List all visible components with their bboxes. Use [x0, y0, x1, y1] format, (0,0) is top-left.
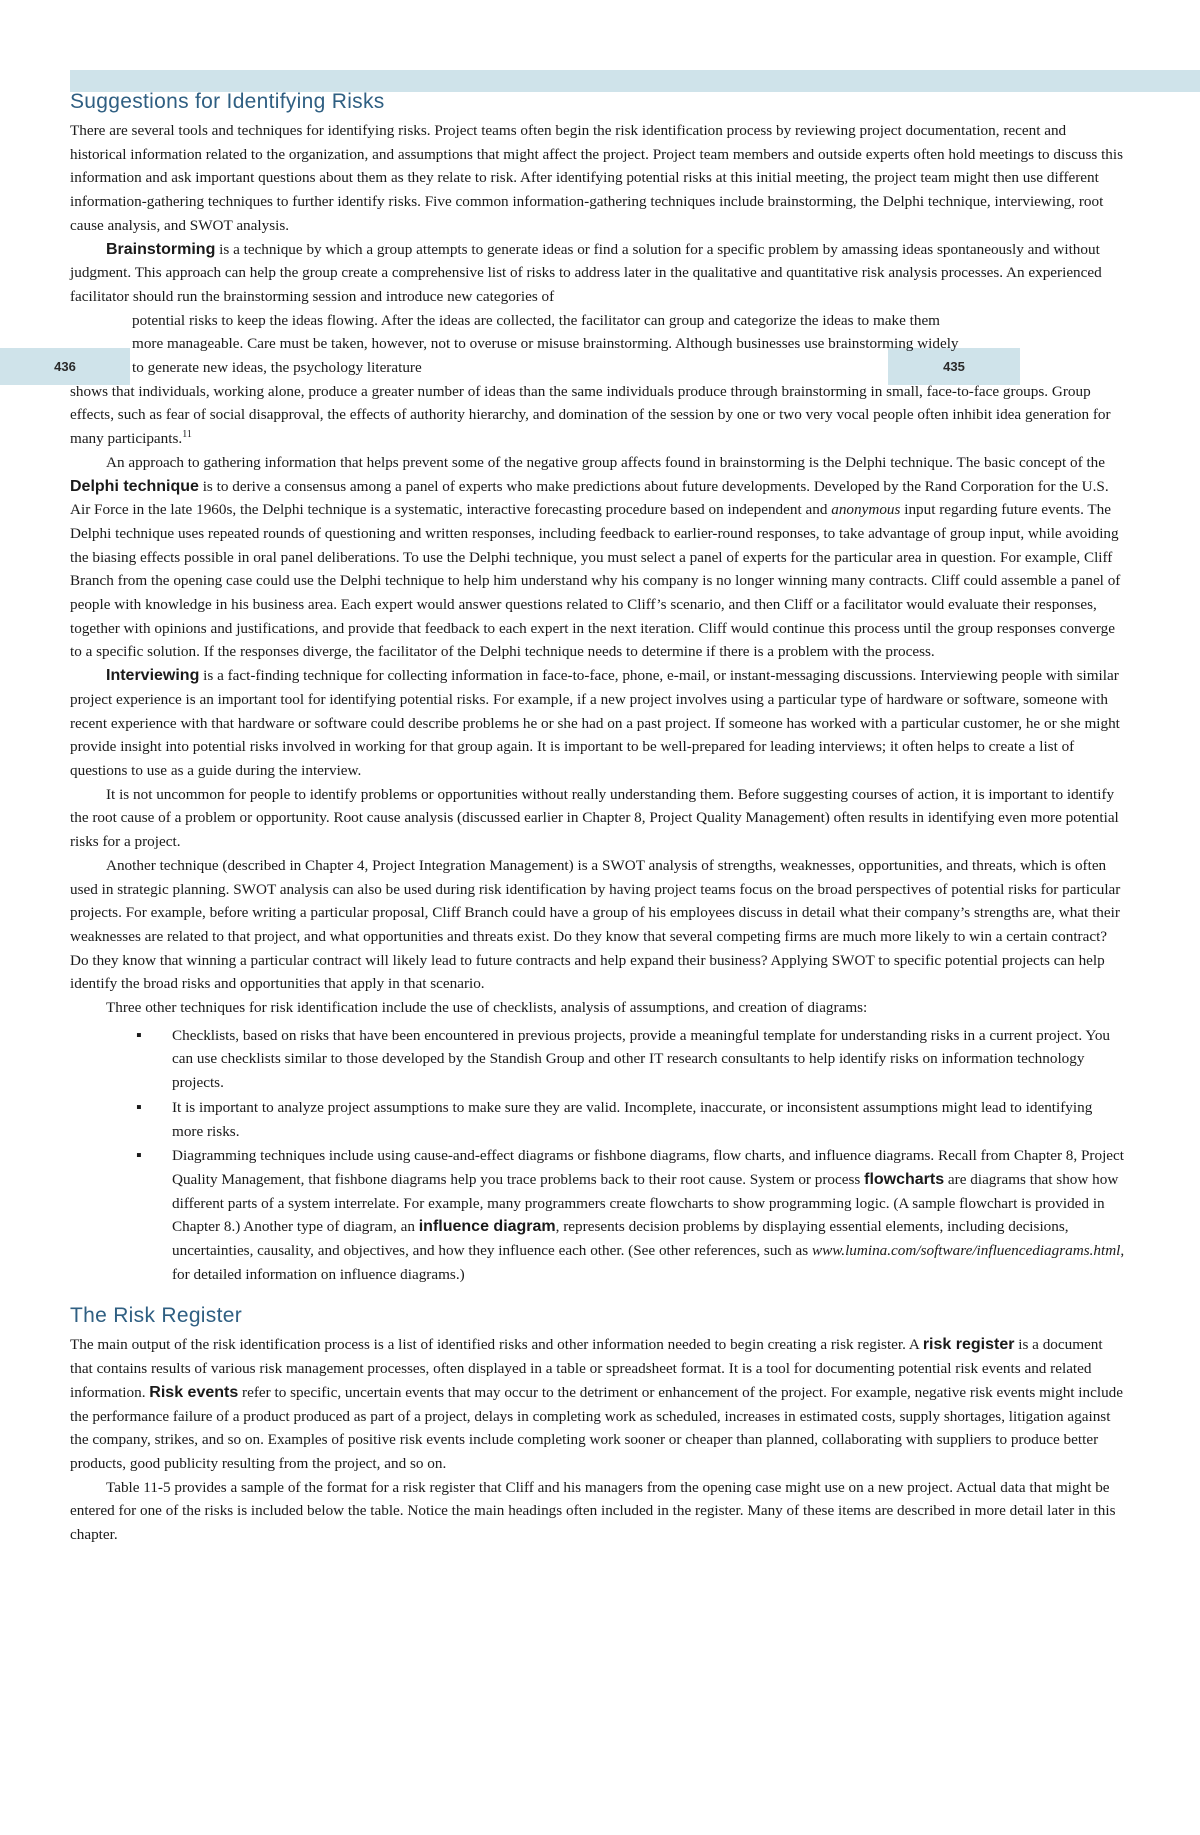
risk-register-text-a: The main output of the risk identification process is a list of identified risks and other information needed to begin creating a risk register. A	[70, 1336, 923, 1354]
bullet-text-diagrams-b: are diagrams that show how different parts of a system interrelate. For example, many programmers create flowcharts to show programming logic. (A sample flowchart is provided in Chapter 8.) Another type of diagram, an	[172, 1170, 1119, 1236]
link-influence-diagrams[interactable]: www.lumina.com/software/influencediagrams.html	[812, 1242, 1121, 1260]
term-flowcharts: flowcharts	[864, 1170, 945, 1188]
bullet-text-checklists: Checklists, based on risks that have been encountered in previous projects, provide a meaningful template for understanding risks in a current project. You can use checklists similar to those developed by the Standish Group and other IT research consultants to help identify risks on information technology projects.	[172, 1026, 1111, 1092]
list-item	[136, 1096, 1126, 1143]
paragraph-three-techniques: Three other techniques for risk identification include the use of checklists, analysis of assumptions, and creation of diagrams:	[106, 999, 868, 1017]
list-item	[136, 1144, 1126, 1286]
risk-register-text-b: is a document that contains results of various risk management processes, often displayed in a table or spreadsheet format. It is a tool for documenting potential risk events and related information.	[70, 1336, 1103, 1401]
delphi-text-a: An approach to gathering information that helps prevent some of the negative group affects found in brainstorming is the Delphi technique. The basic concept of the	[106, 453, 1105, 471]
delphi-italic: anonymous	[831, 501, 901, 519]
term-influence-diagram: influence diagram	[418, 1218, 556, 1236]
section-heading-identifying-risks: Suggestions for Identifying Risks	[70, 90, 385, 113]
section-heading-risk-register: The Risk Register	[70, 1304, 242, 1328]
term-brainstorming: Brainstorming	[106, 240, 216, 258]
term-delphi-technique: Delphi technique	[70, 477, 199, 495]
header-band	[70, 70, 1200, 92]
list-item	[136, 1024, 1126, 1095]
brainstorming-text-c: shows that individuals, working alone, produce a greater number of ideas than the same individuals produce through brainstorming in small, face-to-face groups. Group effects, such as fear of social disapproval, the effects of authority hierarchy, and domination of the session by one or two very vocal people often inhibit idea generation for many participants.	[70, 382, 1111, 448]
brainstorming-text-a: is a technique by which a group attempts to generate ideas or find a solution for a specific problem by amassing ideas spontaneously and without judgment. This approach can help the group create a comprehensive list of risks to address later in the qualitative and quantitative risk analysis processes. An experienced facilitator should run the brainstorming session and introduce new categories of	[70, 240, 1102, 305]
bullet-icon: ▪	[136, 1147, 142, 1165]
paragraph-brainstorming-cont	[70, 380, 1126, 451]
paragraph-risk-register	[70, 1333, 1126, 1475]
risk-register-text-c: refer to specific, uncertain events that may occur to the detriment or enhancement of the project. For example, negative risk events might include the performance failure of a product produced as part of a project, delays in completing work as scheduled, increases in estimated costs, supply shortages, litigation against the company, strikes, and so on. Examples of positive risk events include completing work sooner or cheaper than planned, collaborating with suppliers to produce better products, good publicity resulting from the project, and so on.	[70, 1383, 1124, 1472]
term-risk-register: risk register	[922, 1336, 1015, 1354]
term-risk-events: Risk events	[149, 1383, 239, 1401]
bullet-text-assumptions: It is important to analyze project assumptions to make sure they are valid. Incomplete, inaccurate, or inconsistent assumptions might lead to identifying more risks.	[172, 1098, 1093, 1140]
paragraph-table-reference: Table 11-5 provides a sample of the format for a risk register that Cliff and his managers from the opening case might use on a new project. Actual data that might be entered for one of the risks is included below the table. Notice the main headings often included in the register. Many of these items are described in more detail later in this chapter.	[70, 1478, 1116, 1544]
section-risk-register	[70, 1304, 1126, 1546]
bullet-icon: ▪	[136, 1026, 142, 1044]
delphi-text-b: is to derive a consensus among a panel of experts who make predictions about future developments. Developed by the Rand Corporation for the U.S. Air Force in the late 1960s, the Delphi technique is a systematic, interactive forecasting procedure based on independent and	[70, 477, 1109, 519]
page-content	[70, 90, 1126, 1547]
paragraph-brainstorming	[70, 238, 1126, 309]
page-number-right: 435	[888, 348, 1020, 385]
paragraph-interviewing	[70, 664, 1126, 783]
paragraph-root-cause: It is not uncommon for people to identify problems or opportunities without really understanding them. Before suggesting courses of action, it is important to identify the root cause of a problem or opportunity. Root cause analysis (discussed earlier in Chapter 8, Project Quality Management) often results in identifying even more potential risks for a project.	[70, 785, 1119, 851]
bullet-text-diagrams-c: , represents decision problems by displaying essential elements, including decisions, uncertainties, causality, and objectives, and how they influence each other. (See other references, such as	[172, 1218, 1069, 1260]
term-interviewing: Interviewing	[106, 667, 200, 685]
footnote-ref: 11	[182, 429, 192, 441]
paragraph-swot: Another technique (described in Chapter 4, Project Integration Management) is a SWOT analysis of strengths, weaknesses, opportunities, and threats, which is often used in strategic planning. SWOT analysis can also be used during risk identification by having project teams focus on the broad perspectives of potential risks for particular projects. For example, before writing a particular proposal, Cliff Branch could have a group of his employees discuss in detail what their company’s strengths are, what their weaknesses are related to that project, and what opportunities and threats exist. Do they know that several competing firms are much more likely to win a certain contract? Do they know that winning a particular contract will likely lead to future contracts and help expand their business? Applying SWOT to specific potential projects can help identify the broad risks and opportunities that apply in that scenario.	[70, 856, 1121, 993]
paragraph-intro: There are several tools and techniques for identifying risks. Project teams often begin the risk identification process by reviewing project documentation, recent and historical information related to the organization, and assumptions that might affect the project. Project team members and outside experts often hold meetings to discuss this information and ask important questions about them as they relate to risk. After identifying potential risks at this initial meeting, the project team might then use different information-gathering techniques to further identify risks. Five common information-gathering techniques include brainstorming, the Delphi technique, interviewing, root cause analysis, and SWOT analysis.	[70, 122, 1124, 234]
page-number-left: 436	[0, 348, 130, 385]
bullet-list	[70, 1024, 1126, 1287]
interviewing-text: is a fact-finding technique for collecting information in face-to-face, phone, e-mail, or instant-messaging discussions. Interviewing people with similar project experience is an important tool for identifying potential risks. For example, if a new project involves using a particular type of hardware or software, someone with recent experience with that hardware or software could describe problems he or she had on a past project. If someone has worked with a particular customer, he or she might provide insight into potential risks involved in working for that group again. It is important to be well-prepared for leading interviews; it often helps to create a list of questions to use as a guide during the interview.	[70, 667, 1120, 779]
paragraph-delphi	[70, 451, 1126, 664]
delphi-text-c: input regarding future events. The Delphi technique uses repeated rounds of questioning and written responses, including feedback to earlier-round responses, to take advantage of group input, while avoiding the biasing effects possible in oral panel deliberations. To use the Delphi technique, you must select a panel of experts for the particular area in question. For example, Cliff Branch from the opening case could use the Delphi technique to help him understand why his company is no longer winning many contracts. Cliff could assemble a panel of people with knowledge in his business area. Each expert would answer questions related to Cliff’s scenario, and then Cliff or a facilitator would evaluate their responses, together with opinions and justifications, and provide that feedback to each expert in the next iteration. Cliff would continue this process until the group responses converge to a specific solution. If the responses diverge, the facilitator of the Delphi technique needs to determine if there is a problem with the process.	[70, 501, 1121, 661]
bullet-icon: ▪	[136, 1098, 142, 1116]
bullet-text-diagrams-d: , for detailed information on influence diagrams.)	[172, 1242, 1125, 1283]
bullet-text-diagrams-a: Diagramming techniques include using cause-and-effect diagrams or fishbone diagrams, flow charts, and influence diagrams. Recall from Chapter 8, Project Quality Management, that fishbone diagrams help you trace problems back to their root cause. System or process	[172, 1147, 1124, 1188]
paragraph-brainstorming-wrapped: potential risks to keep the ideas flowing. After the ideas are collected, the facilitator can group and categorize the ideas to make them more manageable. Care must be taken, however, not to overuse or misuse brainstorming. Although businesses use brainstorming widely to generate new ideas, the psychology literature	[132, 311, 959, 377]
